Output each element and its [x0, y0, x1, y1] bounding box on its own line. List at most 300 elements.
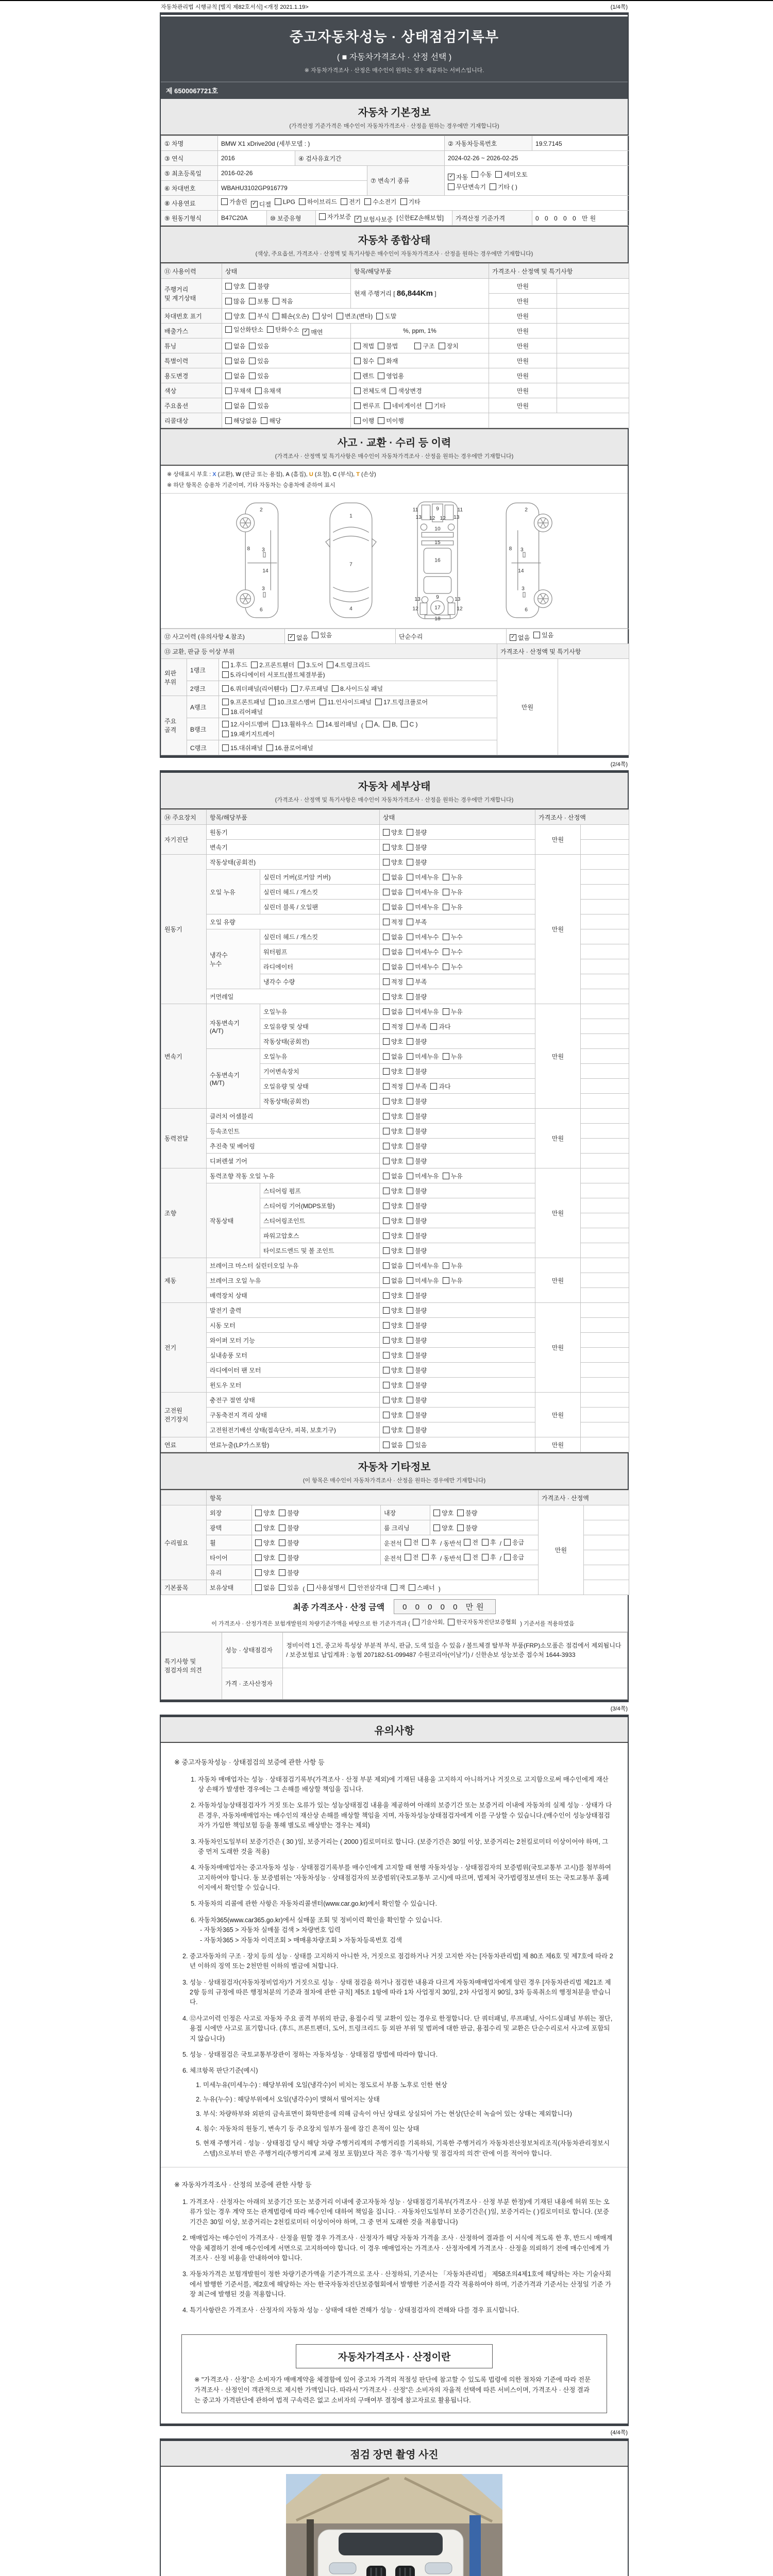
checkbox-하이브리드[interactable]	[299, 197, 337, 206]
checkbox-불량[interactable]	[407, 1127, 427, 1136]
checkbox-없음[interactable]	[383, 1276, 403, 1285]
checkbox-응급[interactable]	[504, 1553, 524, 1562]
checkbox-불량[interactable]	[407, 1037, 427, 1046]
checkbox-미세누유[interactable]	[407, 888, 439, 896]
car-diagram-left-side	[231, 500, 297, 621]
checkbox-과다[interactable]	[430, 1082, 450, 1091]
page-mark-2: (2/4쪽)	[610, 761, 628, 768]
checkbox-유채색[interactable]	[255, 386, 281, 395]
checkbox-자가보증[interactable]	[319, 212, 351, 221]
checkbox-없음[interactable]	[383, 873, 403, 882]
checkbox-불량[interactable]	[407, 1336, 427, 1345]
checkbox-불량[interactable]	[249, 282, 269, 291]
checkbox-불량[interactable]	[279, 1523, 299, 1532]
checkbox-장치[interactable]	[439, 342, 459, 350]
checkbox-미세누유[interactable]	[407, 1276, 439, 1285]
checkbox-있음[interactable]	[279, 1583, 299, 1592]
checkbox-해당[interactable]	[261, 416, 281, 425]
checkbox-부족[interactable]	[407, 977, 427, 986]
checkbox-후[interactable]	[482, 1553, 496, 1562]
checkbox-19.패키지트레이[interactable]	[222, 730, 275, 738]
state-cell	[380, 1303, 535, 1318]
empty-box-icon	[249, 372, 256, 379]
checkbox-해당없음[interactable]	[225, 416, 257, 425]
checkbox-누유[interactable]	[443, 1007, 463, 1016]
checkbox-label: 누유	[450, 1277, 463, 1284]
checkbox-양호[interactable]	[433, 1509, 453, 1517]
checkbox-14.필러패널[interactable]	[317, 720, 358, 728]
checkbox-부족[interactable]	[407, 1022, 427, 1031]
car-diagram-underbody	[405, 500, 470, 621]
checkbox-미세누유[interactable]	[407, 1007, 439, 1016]
checkbox-LPG[interactable]	[275, 198, 295, 206]
checkbox-없음[interactable]	[383, 947, 403, 956]
checkbox-양호[interactable]	[383, 1411, 403, 1419]
blank-cell	[581, 1034, 629, 1049]
checkbox-적법[interactable]	[354, 342, 374, 350]
checkbox-전[interactable]	[405, 1553, 419, 1562]
checkbox-누수[interactable]	[443, 933, 463, 941]
checkbox-훼손(오손)[interactable]	[273, 312, 309, 320]
state-code-X: X	[212, 471, 216, 478]
empty-box-icon	[383, 1068, 390, 1075]
checkbox-기타[interactable]	[426, 401, 446, 410]
checkbox-불량[interactable]	[407, 1201, 427, 1210]
checkbox-label: 6.쿼더패널(리어휀다)	[230, 685, 288, 692]
blank-cell	[581, 1139, 629, 1154]
checkbox-불량[interactable]	[279, 1568, 299, 1577]
checkbox-label: 누유	[450, 1262, 463, 1269]
checkbox-양호[interactable]	[255, 1509, 275, 1517]
vin-label: ⑥ 차대번호	[161, 181, 218, 196]
checkbox-label: 미세누유	[415, 1262, 439, 1269]
checkbox-전기[interactable]	[341, 197, 361, 206]
empty-box-icon	[383, 1143, 390, 1149]
notice-warranty-list	[198, 1775, 614, 1945]
checkbox-양호[interactable]	[383, 858, 403, 867]
checkbox-적정[interactable]	[383, 918, 403, 926]
checkbox-10.크로스멤버[interactable]	[269, 698, 316, 706]
checkbox-불량[interactable]	[407, 1411, 427, 1419]
checkbox-불량[interactable]	[407, 1426, 427, 1434]
empty-box-icon	[407, 978, 413, 985]
checkbox-label: 없음	[391, 1008, 404, 1015]
checkbox-없음[interactable]	[255, 1583, 275, 1592]
item-label: 동력조향 작동 오일 누유	[207, 1168, 380, 1183]
checkbox-구조[interactable]	[414, 342, 434, 350]
checkbox-양호[interactable]	[383, 1216, 403, 1225]
checkbox-17.트렁크플로어[interactable]	[375, 698, 428, 706]
checkbox-양호[interactable]	[383, 1366, 403, 1375]
checkbox-label: 안전삼각대	[357, 1584, 388, 1591]
checkbox-불량[interactable]	[407, 1246, 427, 1255]
checkbox-없음[interactable]	[510, 633, 530, 642]
checkbox-자동[interactable]	[448, 173, 468, 181]
checkbox-불량[interactable]	[407, 1142, 427, 1150]
checkbox-불량[interactable]	[407, 843, 427, 852]
checkbox-렌트[interactable]	[354, 371, 374, 380]
checkbox-없음[interactable]	[383, 1261, 403, 1270]
checkbox-색상변경[interactable]	[390, 386, 422, 395]
checkbox-있음[interactable]	[249, 342, 269, 350]
notice-item: 2. 중고자동차의 구조 · 장치 등의 성능 · 상태를 고지하지 아니한 자, 거짓으로 점검하거나 거짓 고지한 자는 [자동차관리법] 제 80조 제6호 및 제7호에 따라 2년 이하의 징역 또는 2천만원 이하의 벌금에 처합니다.	[190, 1952, 614, 1972]
checkbox-양호[interactable]	[383, 1067, 403, 1076]
item-label: 와이퍼 모터 기능	[207, 1333, 380, 1348]
blank-cell	[581, 1258, 629, 1273]
checkbox-사용설명서[interactable]	[307, 1583, 345, 1592]
checkbox-불량[interactable]	[407, 1351, 427, 1360]
checkbox-양호[interactable]	[383, 1426, 403, 1434]
checkbox-label: 9.프론트패널	[230, 699, 265, 706]
checkbox-8.사이드실 패널[interactable]	[332, 684, 383, 693]
checkbox-양호[interactable]	[255, 1523, 275, 1532]
checkbox-양호[interactable]	[433, 1523, 453, 1532]
state-cell	[380, 1318, 535, 1333]
checkbox-없음[interactable]	[383, 1052, 403, 1061]
checkbox-13.휠하우스[interactable]	[273, 720, 313, 728]
checkbox-적정[interactable]	[383, 1022, 403, 1031]
detail-table	[161, 809, 629, 1452]
checkbox-label: 불량	[415, 1142, 427, 1150]
checkbox-미세누수[interactable]	[407, 947, 439, 956]
checkbox-label: 불량	[415, 1232, 427, 1240]
price-cell: 만원	[489, 309, 557, 324]
checkbox-스패너[interactable]	[409, 1583, 435, 1592]
checkbox-불량[interactable]	[457, 1523, 477, 1532]
checkbox-불량[interactable]	[407, 1187, 427, 1195]
checkbox-불량[interactable]	[407, 992, 427, 1001]
item-label: 오일누유	[260, 1049, 380, 1064]
empty-box-icon	[457, 1524, 464, 1531]
checkbox-불량[interactable]	[407, 1216, 427, 1225]
empty-box-icon	[279, 1524, 285, 1531]
checkbox-미세누수[interactable]	[407, 933, 439, 941]
table-row	[161, 1109, 629, 1124]
table-row	[161, 196, 629, 211]
checkbox-없음[interactable]	[225, 342, 245, 350]
checkbox-label: 부족	[415, 918, 427, 926]
checkbox-미세누유[interactable]	[407, 1052, 439, 1061]
checkbox-불량[interactable]	[407, 1291, 427, 1300]
checkbox-label: 기타	[433, 402, 446, 410]
empty-box-icon	[448, 1619, 455, 1625]
checkbox-양호[interactable]	[383, 1246, 403, 1255]
checkbox-전체도색[interactable]	[354, 386, 386, 395]
checkbox-불량[interactable]	[407, 1306, 427, 1315]
checkbox-양호[interactable]	[255, 1568, 275, 1577]
checkbox-label: 없음	[233, 372, 246, 380]
checkbox-없음[interactable]	[288, 633, 308, 642]
checkbox-B,[interactable]	[383, 721, 397, 728]
checkbox-불법[interactable]	[378, 342, 398, 350]
checkbox-적음[interactable]	[273, 297, 293, 306]
checkbox-누수[interactable]	[443, 962, 463, 971]
checkbox-부족[interactable]	[407, 918, 427, 926]
checkbox-양호[interactable]	[383, 1336, 403, 1345]
checkbox-양호[interactable]	[383, 1306, 403, 1315]
checkbox-없음[interactable]	[383, 1007, 403, 1016]
checkbox-4.트렁크리드[interactable]	[327, 660, 370, 669]
state-cell	[380, 1243, 535, 1258]
checkbox-양호[interactable]	[383, 843, 403, 852]
checkbox-없음[interactable]	[383, 1172, 403, 1180]
checkbox-있음[interactable]	[249, 357, 269, 365]
checkbox-label: 양호	[391, 1038, 404, 1045]
checkbox-1.후드[interactable]	[222, 660, 247, 669]
checkbox-미세누유[interactable]	[407, 903, 439, 911]
checkbox-양호[interactable]	[383, 1321, 403, 1330]
checkbox-양호[interactable]	[383, 1037, 403, 1046]
checkbox-미이행[interactable]	[378, 416, 404, 425]
checkbox-불량[interactable]	[279, 1509, 299, 1517]
checkbox-9.프론트패널[interactable]	[222, 698, 265, 706]
checkbox-양호[interactable]	[383, 1187, 403, 1195]
checkbox-불량[interactable]	[407, 1231, 427, 1240]
checkbox-label: 불량	[415, 1127, 427, 1135]
checkbox-한국자동차진단보증협회[interactable]	[448, 1618, 516, 1626]
checkbox-누유[interactable]	[443, 873, 463, 882]
checkbox-이행[interactable]	[354, 416, 374, 425]
checkbox-기술사회,[interactable]	[413, 1618, 445, 1626]
checkbox-누유[interactable]	[443, 1052, 463, 1061]
checkbox-불량[interactable]	[279, 1553, 299, 1562]
checkbox-불량[interactable]	[407, 858, 427, 867]
checkbox-보험사보증[interactable]	[355, 215, 393, 224]
checkbox-누유[interactable]	[443, 1276, 463, 1285]
checkbox-누유[interactable]	[443, 1172, 463, 1180]
checkbox-부족[interactable]	[407, 1082, 427, 1091]
checkbox-적정[interactable]	[383, 1082, 403, 1091]
checkbox-양호[interactable]	[383, 1127, 403, 1136]
empty-box-icon	[366, 721, 373, 727]
checkbox-응급[interactable]	[504, 1538, 524, 1547]
checkbox-label: 불량	[465, 1509, 478, 1517]
checkbox-양호[interactable]	[383, 1291, 403, 1300]
checkbox-불량[interactable]	[407, 1396, 427, 1404]
checkbox-후[interactable]	[422, 1553, 436, 1562]
checkbox-양호[interactable]	[383, 1157, 403, 1165]
checkbox-양호[interactable]	[383, 1231, 403, 1240]
notice-item: 4. ⑫사고이력 인정은 사고로 자동차 주요 골격 부위의 판금, 용접수리 및 교환이 있는 경우로 한정합니다. 단 쿼터패널, 루프패널, 사이드실패널 부위는 절단, 용접 시에만 사고로 표기합니다. (후드, 프론트펜더, 도어, 트렁크리드 등 외판 부위 및 범퍼에 대한 판금, 용접수리 및 교환은 단순수리로서 사고에 포함되지 않습니다)	[190, 2014, 614, 2044]
checkbox-7.루프패널[interactable]	[291, 684, 328, 693]
empty-box-icon	[383, 1188, 390, 1194]
checkbox-매연[interactable]	[303, 328, 323, 336]
group-label: 고전원 전기장치	[161, 1393, 207, 1437]
checkbox-있음[interactable]	[249, 371, 269, 380]
checkbox-양호[interactable]	[225, 282, 245, 291]
checkbox-양호[interactable]	[383, 1112, 403, 1121]
checkbox-불량[interactable]	[407, 1366, 427, 1375]
checkbox-label: 적음	[281, 297, 293, 305]
checkbox-일산화탄소[interactable]	[225, 325, 263, 334]
checkbox-있음[interactable]	[249, 401, 269, 410]
checkbox-불량[interactable]	[457, 1509, 477, 1517]
checkbox-6.쿼더패널(리어휀다)[interactable]	[222, 684, 288, 693]
checkbox-있음[interactable]	[407, 1440, 427, 1449]
checkbox-부식[interactable]	[249, 312, 269, 320]
checkbox-양호[interactable]	[383, 1097, 403, 1106]
checkbox-변조(변타)[interactable]	[337, 312, 373, 320]
checkbox-양호[interactable]	[255, 1538, 275, 1547]
empty-box-icon	[407, 1277, 413, 1284]
checkbox-전[interactable]	[405, 1538, 419, 1547]
svg-text:12: 12	[440, 515, 446, 521]
checkbox-label: 없음	[233, 342, 246, 350]
checkbox-양호[interactable]	[383, 1201, 403, 1210]
checkbox-없음[interactable]	[383, 962, 403, 971]
checkbox-label: 없음	[391, 1053, 404, 1060]
checkbox-디젤[interactable]	[251, 200, 271, 209]
empty-box-icon	[364, 198, 371, 205]
checkbox-양호[interactable]	[383, 1381, 403, 1389]
checkbox-2.프론트휀더[interactable]	[251, 660, 294, 669]
state-cell	[430, 1505, 539, 1520]
checkbox-세미오토[interactable]	[495, 170, 527, 179]
checkbox-3.도어[interactable]	[298, 660, 323, 669]
checkbox-18.리어패널[interactable]	[222, 707, 263, 716]
checkbox-5.라디에이터 서포트(볼트체결부품)[interactable]	[222, 670, 325, 679]
checkbox-후[interactable]	[422, 1538, 436, 1547]
checkbox-없음[interactable]	[225, 371, 245, 380]
checkbox-A,[interactable]	[366, 721, 380, 728]
svg-text:6: 6	[260, 607, 263, 613]
checkbox-기타[interactable]	[400, 197, 421, 206]
checkbox-무단변속기[interactable]	[448, 182, 486, 191]
table-row	[161, 1393, 629, 1408]
checkbox-미세누수[interactable]	[407, 962, 439, 971]
checkbox-무채색[interactable]	[225, 386, 251, 395]
checkbox-누유[interactable]	[443, 903, 463, 911]
checkbox-탄화수소[interactable]	[267, 325, 299, 334]
checkbox-많음[interactable]	[225, 297, 245, 306]
checkbox-양호[interactable]	[225, 312, 245, 320]
checkbox-label: 불량	[287, 1569, 299, 1577]
basic-info-table-b	[161, 210, 629, 226]
panel-table	[161, 643, 629, 755]
checkbox-불량[interactable]	[407, 828, 427, 837]
checkbox-15.대쉬패널[interactable]	[222, 743, 263, 752]
checkbox-label: 양호	[391, 1321, 404, 1329]
sub-label: 작동상태	[207, 1183, 260, 1258]
checkbox-영업용[interactable]	[378, 371, 404, 380]
checkbox-가솔린[interactable]	[221, 197, 247, 206]
empty-box-icon	[255, 1539, 262, 1546]
checkbox-label: 양호	[391, 1157, 404, 1165]
checkbox-없음[interactable]	[383, 903, 403, 911]
checkbox-누수[interactable]	[443, 947, 463, 956]
checkbox-기타 ( )[interactable]	[490, 182, 517, 191]
inspector-label: 성능 · 상태점검자	[222, 1632, 283, 1668]
checkbox-불량[interactable]	[407, 1157, 427, 1165]
inline-text: / 동반석	[440, 1555, 462, 1562]
group-label: 수리필요	[161, 1505, 207, 1580]
checkbox-11.인사이드패널[interactable]	[320, 698, 372, 706]
checkbox-없음[interactable]	[383, 888, 403, 896]
checkbox-미세누유[interactable]	[407, 873, 439, 882]
checkbox-누유[interactable]	[443, 888, 463, 896]
checkbox-불량[interactable]	[407, 1112, 427, 1121]
checkbox-미세누유[interactable]	[407, 1172, 439, 1180]
empty-box-icon	[354, 402, 361, 409]
checkbox-불량[interactable]	[407, 1067, 427, 1076]
checkbox-양호[interactable]	[383, 1142, 403, 1150]
checkbox-없음[interactable]	[383, 933, 403, 941]
checkbox-있음[interactable]	[533, 631, 553, 639]
checkbox-label: 자동	[456, 174, 468, 181]
checkbox-불량[interactable]	[279, 1538, 299, 1547]
checkbox-잭[interactable]	[391, 1583, 405, 1592]
blank-cell	[581, 1393, 629, 1408]
checkbox-없음[interactable]	[225, 401, 245, 410]
checkbox-적정[interactable]	[383, 977, 403, 986]
checkbox-안전삼각대[interactable]	[349, 1583, 387, 1592]
checkbox-label: 보통	[257, 297, 270, 305]
checkbox-label: 불량	[287, 1554, 299, 1562]
checkbox-label: 불량	[415, 1112, 427, 1120]
checkbox-침수[interactable]	[354, 357, 374, 365]
checkbox-누유[interactable]	[443, 1261, 463, 1270]
checkbox-양호[interactable]	[383, 1351, 403, 1360]
checkbox-없음[interactable]	[225, 357, 245, 365]
checkbox-불량[interactable]	[407, 1097, 427, 1106]
checkbox-양호[interactable]	[383, 828, 403, 837]
checkbox-label: 없음	[296, 634, 309, 641]
checkbox-전[interactable]	[464, 1553, 478, 1562]
checkbox-12.사이드멤버[interactable]	[222, 720, 269, 728]
checkbox-양호[interactable]	[383, 1396, 403, 1404]
empty-box-icon	[383, 829, 390, 836]
checkbox-없음[interactable]	[383, 1440, 403, 1449]
checkbox-label: 양호	[391, 1142, 404, 1150]
checkbox-상이[interactable]	[313, 312, 333, 320]
checkbox-label: 세미오토	[503, 171, 528, 178]
checkbox-화재[interactable]	[378, 357, 398, 365]
checkbox-불량[interactable]	[407, 1321, 427, 1330]
checkbox-label: 불량	[415, 843, 427, 851]
checkbox-label: 적정	[391, 918, 404, 926]
checkbox-label: 장치	[446, 342, 459, 350]
state-code-desc: (흠집),	[290, 471, 309, 478]
checkbox-label: 양호	[391, 1351, 404, 1359]
checkbox-후[interactable]	[482, 1538, 496, 1547]
state-code-desc: (부식),	[337, 471, 357, 478]
checkbox-네비게이션[interactable]	[384, 401, 422, 410]
checkbox-미세누유[interactable]	[407, 1261, 439, 1270]
checkbox-과다[interactable]	[430, 1022, 450, 1031]
base-price-value: 0 0 0 0 0 만원	[532, 211, 629, 226]
price-cell: 만원	[535, 825, 581, 855]
checkbox-전[interactable]	[464, 1538, 478, 1547]
section-subtitle: (가격산정 기준가격은 매수인이 자동차가격조사 · 산정을 원하는 경우에만 기재합니다)	[289, 123, 499, 129]
empty-box-icon	[269, 699, 276, 705]
checkbox-수동[interactable]	[472, 170, 492, 179]
checkbox-양호[interactable]	[255, 1553, 275, 1562]
checkbox-label: 응급	[512, 1539, 525, 1546]
checkbox-label: 19.패키지트레이	[230, 731, 275, 738]
checkbox-보통[interactable]	[249, 297, 269, 306]
checkbox-수소전기[interactable]	[364, 197, 396, 206]
checkbox-C )[interactable]	[401, 721, 417, 728]
state-cell	[222, 324, 351, 338]
checkbox-도말[interactable]	[376, 312, 396, 320]
notice-item: 5. 자동차의 리콜에 관한 사항은 자동차리콜센터(www.car.go.kr)에서 확인할 수 있습니다.	[198, 1899, 614, 1909]
checkbox-불량[interactable]	[407, 1381, 427, 1389]
checkbox-썬루프[interactable]	[354, 401, 380, 410]
checkbox-16.플로어패널[interactable]	[266, 743, 313, 752]
checkbox-양호[interactable]	[383, 992, 403, 1001]
checkbox-label: 있음	[257, 357, 270, 365]
checkbox-있음[interactable]	[312, 631, 332, 639]
